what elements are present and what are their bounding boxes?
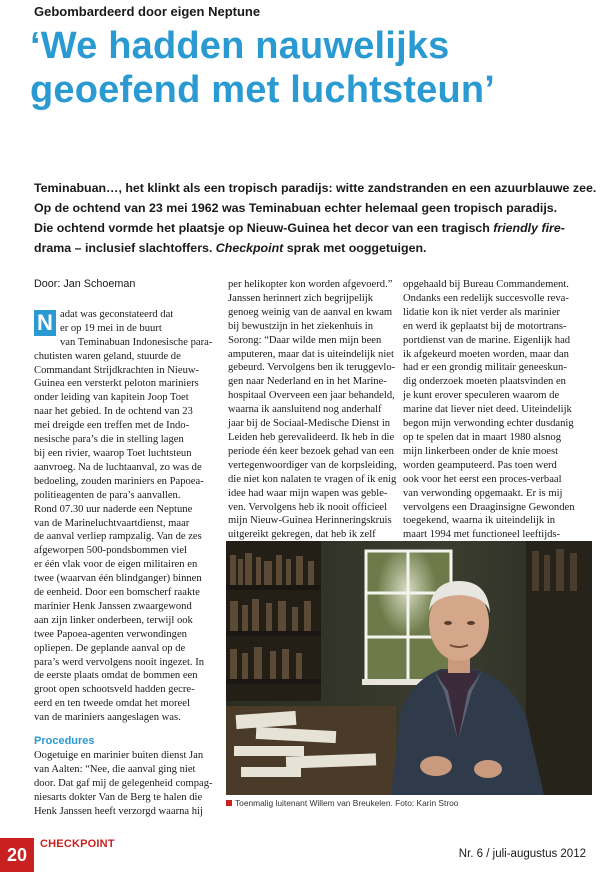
text-line: van verwonding opgemaakt. Er is mij [403,487,563,499]
text-line: de eenheid. Door een bomscherf raakte [34,587,200,599]
text-line: ik afgekeurd moeten worden, maar dan [403,348,569,360]
column-1 [34,278,214,819]
text-line: groot open schootsveld hadden gecre- [34,684,195,696]
text-line: opgehaald bij Bureau Commandement. [403,279,569,290]
lead-line-4 [34,238,584,258]
photo-caption [226,798,458,808]
text-line: bij een rivier, waarop Toet luchtsteun [34,447,192,459]
text-line: onder leiding van kapitein Joop Toet [34,392,189,404]
photo-illustration [226,541,592,795]
text-line: aanvroeg. Na de luchtaanval, zo was de [34,461,202,473]
text-line: en werd ik geplaatst bij de motortrans- [403,320,567,332]
text-line: mijn linkerbeen onder de knie moest [403,445,559,457]
text-line: Commandant Strijdkrachten in Nieuw- [34,364,200,376]
text-line: adat was geconstateerd dat [60,308,174,320]
page-number: 20 [0,838,34,872]
text-line: dig onderzoek moeten plaatsvinden en [403,376,566,388]
lead-line-2: Op de ochtend van 23 mei 1962 was Teminabuan echter helemaal geen tropisch paradijs. [34,201,558,215]
text-line: portdienst van de marine. Eigenlijk had [403,334,571,346]
text-line: niesarts dokter Van de Berg te halen die [34,791,203,803]
text-line: periode één keer bezoek gehad van een [228,445,394,457]
issue-info: Nr. 6 / juli-augustus 2012 [458,848,586,860]
byline: Door: Jan Schoeman [34,278,136,290]
caption-marker-icon [226,800,232,806]
text-line: ven. Vervolgens heb ik nooit officieel [228,501,388,513]
text-line: twee (waarvan één blindganger) binnen [34,573,202,585]
text-line: toegekend, waarna ik uiteindelijk in [403,515,556,527]
text-line: de aanval verliep rampzalig. Van de zes [34,531,202,543]
text-line: mei dreigde een treffen met de Indo- [34,420,190,432]
photo-caption-text: Toenmalig luitenant Willem van Breukelen. Foto: Karin Stroo [235,798,459,808]
text-line: naar het gebied. In de ochtend van 23 [34,406,193,418]
text-line: op te spelen dat in maart 1980 alsnog [403,431,561,443]
paragraph [403,278,591,542]
text-line: gebeurd. Vervolgens ben ik teruggevlo- [228,362,396,374]
text-line: opliepen. De geplande aanval op de [34,642,186,654]
text-line: nesische para’s die in stelling lagen [34,434,184,446]
magazine-logo-a: CHECK [40,838,81,850]
text-line: Oogetuige en marinier buiten dienst Jan [34,750,204,761]
text-line: er één vlak voor de eigen militairen en [34,559,198,571]
headline-line: geoefend met luchtsteun’ [30,69,496,111]
page-footer [0,830,600,872]
text-line: lidatie kon ik niet verder als marinier [403,306,561,318]
magazine-logo [40,838,115,850]
headline-line: ‘We hadden nauwelijks [30,25,450,67]
dropcap: N [34,310,56,336]
portrait-photo [226,541,592,795]
text-line: van de mariniers aangeslagen was. [34,712,181,724]
text-line: Janssen herinnert zich begrijpelijk [228,292,374,304]
text-line: begon mijn verwonding echter dusdanig [403,418,574,430]
lead-text: - [560,221,565,235]
text-line: Rond 07.30 uur naderde een Neptune [34,503,193,515]
lead-line-3 [34,218,584,238]
headline [30,24,590,112]
text-line: gen naar Nederland en in het Marine- [228,376,387,388]
text-line: marinier Henk Janssen zwaargewond [34,600,192,612]
text-line: van de Marineluchtvaartdienst, maar [34,517,190,529]
text-line: eerd en ten tweede omdat het moreel [34,698,190,710]
text-line: bedoeling, zouden mariniers en Papoea- [34,475,204,487]
text-line: uitgereikt gekregen, dat heb ik zelf [228,529,376,541]
text-line: waarna ik aansluitend nog anderhalf [228,404,382,416]
text-line: Henk Janssen heeft verzorgd waarna hij [34,805,203,817]
subhead-procedures: Procedures [34,735,95,748]
kicker: Gebombardeerd door eigen Neptune [34,4,261,19]
text-line: amputeren, maar dat is uiteindelijk niet [228,348,394,360]
text-line: per helikopter kon worden afgevoerd.” [228,279,393,290]
text-line: Ondanks een redelijk succesvolle reva- [403,292,569,304]
text-line: twee Papoea-agenten verwondingen [34,628,187,640]
text-line: bij bewustzijn in het ziekenhuis in [228,320,374,332]
lead-text: Die ochtend vormde het plaatsje op Nieuw-Guinea het decor van een tragisch [34,221,494,235]
paragraph [228,278,398,542]
text-line: jaar bij de Sociaal-Medische Dienst in [228,418,391,430]
text-line: van Teminabuan Indonesische para- [60,336,213,348]
text-line: Sorong: “Daar wilde men mijn been [228,334,382,346]
text-line: had er een grondig militair geneeskun- [403,362,567,374]
lead-line-1: Teminabuan…, het klinkt als een tropisch paradijs: witte zandstranden en een azuurblauwe zee. [34,181,597,195]
text-line: vervolgens een Draaginsigne Gewonden [403,501,575,513]
text-line: vertegenwoordiger van de korpsleiding, [228,459,397,471]
lead-italic: Checkpoint [215,241,284,255]
paragraph [34,308,214,725]
text-line: marine dat liever niet deed. Uiteindelijk [403,404,572,416]
column-3 [403,278,591,542]
paragraph [34,749,214,819]
lead-text: sprak met ooggetuigen. [283,241,427,255]
column-2 [228,278,398,542]
text-line: er op 19 mei in de buurt [60,322,162,334]
text-line: aan zijn linker onderbeen, terwijl ook [34,614,193,626]
text-line: die niet kon nalaten te vragen of ik enig [228,473,397,485]
magazine-logo-b: POINT [80,838,115,850]
text-line: chutisten waren geland, stuurde de [34,350,181,362]
text-line: idee had waar mijn wapen was geble- [228,487,388,499]
text-line: de eerste plaats omdat de bommen een [34,670,198,682]
text-line: worden geamputeerd. Pas toen werd [403,459,557,471]
lead-text: drama – inclusief slachtoffers. [34,241,216,255]
lead-italic: friendly fire [493,221,561,235]
text-line: politieagenten de para’s aanvallen. [34,489,181,501]
text-line: je kunt erover speculeren waarom de [403,390,560,402]
text-line: genoeg weinig van de aanval en kwam [228,306,393,318]
lead-paragraph [34,178,597,258]
text-line: Leiden heb gerevalideerd. Ik heb in die [228,431,395,443]
text-line: ook voor het eerst een proces-verbaal [403,473,562,485]
text-line: hospitaal Overveen een jaar behandeld, [228,390,395,402]
text-line: Guinea een versterkt peloton mariniers [34,378,199,390]
text-line: door. Dat gaf mij de gelegenheid compag- [34,777,213,789]
text-line: van Aalten: “Nee, die aanval ging niet [34,763,196,775]
text-line: mijn Nieuw-Guinea Herinneringskruis [228,515,392,527]
text-line: afgeworpen 500-pondsbommen viel [34,545,187,557]
text-line: maart 1994 met functioneel leeftijds- [403,529,561,541]
text-line: para’s werd vervolgens nooit ingezet. In [34,656,205,668]
